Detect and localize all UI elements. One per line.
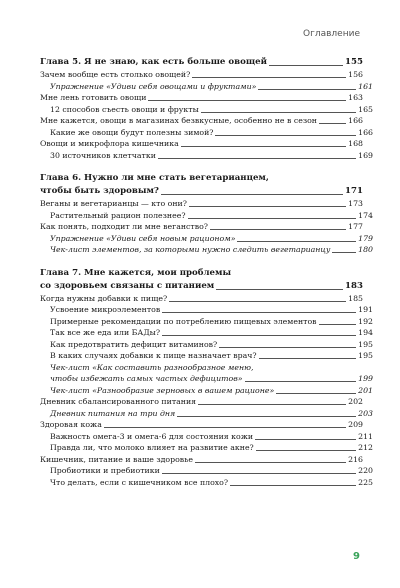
- toc-entry[interactable]: [40, 419, 363, 431]
- dot-leader: [195, 462, 346, 463]
- dot-leader: [210, 229, 346, 230]
- dot-leader: [104, 427, 346, 428]
- toc-entry-title: Дневник сбалансированного питания: [40, 397, 197, 406]
- toc-entry-title: Здоровая кожа: [40, 420, 102, 429]
- toc-page-number: 212: [358, 443, 373, 452]
- toc-page-number: 199: [358, 374, 373, 383]
- section-gap: [40, 256, 363, 267]
- toc-page-number: 163: [348, 93, 363, 102]
- dot-leader: [258, 89, 356, 90]
- dot-leader: [177, 416, 356, 417]
- toc-exercise-entry[interactable]: [40, 408, 373, 420]
- toc-page-number: 202: [348, 397, 363, 406]
- toc-page-number: 225: [358, 477, 373, 487]
- toc-chapter-heading[interactable]: [40, 172, 363, 185]
- toc-exercise-entry[interactable]: [40, 362, 373, 374]
- toc-entry-title: Овощи и микрофлора кишечника: [40, 139, 179, 148]
- toc-entry-title: Важность омега-3 и омега-6 для состояния кожи: [50, 431, 254, 441]
- toc-entry-title: Как предотвратить дефицит витаминов?: [50, 339, 218, 349]
- dot-leader: [148, 100, 346, 101]
- toc-entry-title: чтобы избежать самых частых дефицитов»: [50, 374, 243, 383]
- toc-entry[interactable]: [40, 396, 363, 408]
- toc-subentry[interactable]: [40, 442, 373, 454]
- toc-entry[interactable]: [40, 92, 363, 104]
- table-of-contents: [40, 56, 373, 488]
- toc-entry-title: Пробиотики и пребиотики: [50, 466, 160, 475]
- toc-entry-title: Веганы и вегетарианцы — кто они?: [40, 199, 187, 208]
- dot-leader: [219, 347, 356, 348]
- toc-entry-title: со здоровьем связаны с питанием: [40, 280, 215, 291]
- dot-leader: [259, 358, 357, 359]
- toc-chapter-heading[interactable]: [40, 267, 363, 280]
- dot-leader: [230, 485, 356, 486]
- toc-entry[interactable]: [40, 293, 363, 305]
- toc-entry-title: Усвоение микроэлементов: [50, 305, 161, 314]
- toc-entry-title: Так все же еда или БАДы?: [50, 328, 161, 337]
- toc-subentry[interactable]: [40, 150, 373, 162]
- toc-entry-title: Мне кажется, овощи в магазинах безвкусные, особенно не в сезон: [40, 116, 317, 125]
- toc-entry[interactable]: [40, 69, 363, 81]
- toc-entry-title: Упражнение «Удиви себя новым рационом»: [50, 233, 236, 243]
- toc-entry[interactable]: [40, 198, 363, 210]
- dot-leader: [158, 158, 356, 159]
- toc-page-number: 166: [348, 116, 363, 125]
- toc-entry[interactable]: [40, 115, 363, 127]
- dot-leader: [189, 206, 346, 207]
- dot-leader: [192, 77, 346, 78]
- dot-leader: [245, 381, 357, 382]
- toc-subentry[interactable]: [40, 431, 373, 443]
- toc-entry-title: Что делать, если с кишечником все плохо?: [50, 477, 229, 487]
- toc-page-number: 194: [358, 328, 373, 337]
- toc-entry-title: Какие же овощи будут полезны зимой?: [50, 127, 214, 137]
- toc-page-number: 195: [358, 339, 373, 349]
- toc-page-number: 156: [348, 70, 363, 79]
- toc-exercise-entry[interactable]: [40, 244, 373, 256]
- dot-leader: [276, 393, 356, 394]
- toc-page-number: 220: [358, 466, 373, 475]
- toc-subentry[interactable]: [40, 304, 373, 316]
- toc-exercise-entry[interactable]: [40, 233, 373, 245]
- toc-page-number: 211: [358, 431, 373, 441]
- toc-entry-title: Глава 6. Нужно ли мне стать вегетарианцем,: [40, 173, 269, 183]
- toc-page-number: 203: [358, 408, 373, 418]
- toc-page-number: 173: [348, 199, 363, 208]
- running-header: Оглавление: [303, 29, 360, 39]
- dot-leader: [319, 324, 357, 325]
- toc-entry-title: чтобы быть здоровым?: [40, 186, 159, 196]
- dot-leader: [181, 146, 346, 147]
- toc-page-number: 201: [358, 385, 373, 395]
- dot-leader: [198, 404, 346, 405]
- toc-entry[interactable]: [40, 138, 363, 150]
- toc-subentry[interactable]: [40, 477, 373, 489]
- dot-leader: [216, 289, 343, 290]
- toc-exercise-entry[interactable]: [40, 81, 373, 93]
- toc-entry-title: Чек-лист «Разнообразие зерновых в вашем рационе»: [50, 385, 275, 395]
- toc-chapter-heading[interactable]: [40, 56, 363, 69]
- toc-subentry[interactable]: [40, 104, 373, 116]
- toc-entry-title: Когда нужны добавки к пище?: [40, 293, 168, 303]
- toc-chapter-heading[interactable]: [40, 280, 363, 293]
- toc-entry-title: Упражнение «Удиви себя овощами и фруктами»: [50, 81, 257, 91]
- section-gap: [40, 161, 363, 172]
- toc-entry-title: Чек-лист элементов, за которыми нужно следить вегетарианцу: [50, 245, 331, 254]
- dot-leader: [215, 135, 356, 136]
- dot-leader: [161, 194, 343, 195]
- dot-leader: [256, 450, 356, 451]
- page-number: 9: [353, 551, 360, 562]
- toc-page-number: 174: [358, 210, 373, 220]
- toc-entry[interactable]: [40, 454, 363, 466]
- dot-leader: [255, 439, 356, 440]
- toc-entry-title: Растительный рацион полезнее?: [50, 210, 186, 220]
- toc-chapter-heading[interactable]: [40, 185, 363, 198]
- dot-leader: [162, 312, 356, 313]
- toc-entry-title: Кишечник, питание и ваше здоровье: [40, 454, 194, 464]
- toc-page-number: 185: [348, 293, 363, 303]
- toc-entry-title: Глава 7. Мне кажется, мои проблемы: [40, 267, 232, 278]
- toc-entry-title: Зачем вообще есть столько овощей?: [40, 70, 191, 79]
- toc-page-number: 183: [345, 280, 363, 291]
- toc-page-number: 161: [358, 81, 373, 91]
- toc-entry-title: Правда ли, что молоко влияет на развитие акне?: [50, 443, 254, 452]
- toc-subentry[interactable]: [40, 316, 373, 328]
- toc-entry-title: Дневник питания на три дня: [50, 408, 176, 418]
- toc-entry-title: 30 источников клетчатки: [50, 150, 156, 160]
- toc-entry-title: Глава 5. Я не знаю, как есть больше овощей: [40, 57, 267, 67]
- toc-page-number: 191: [358, 305, 373, 314]
- toc-exercise-entry[interactable]: [40, 373, 373, 385]
- toc-subentry[interactable]: [40, 127, 373, 139]
- toc-page-number: 166: [358, 127, 373, 137]
- toc-subentry[interactable]: [40, 210, 373, 222]
- dot-leader: [162, 335, 356, 336]
- dot-leader: [188, 218, 357, 219]
- toc-page-number: 209: [348, 420, 363, 429]
- toc-entry-title: 12 способов съесть овощи и фрукты: [50, 104, 199, 114]
- toc-page-number: 155: [345, 57, 363, 67]
- dot-leader: [332, 252, 356, 253]
- toc-entry[interactable]: [40, 221, 363, 233]
- toc-entry-title: Мне лень готовить овощи: [40, 93, 147, 102]
- toc-page-number: 165: [358, 104, 373, 114]
- dot-leader: [162, 473, 356, 474]
- dot-leader: [169, 301, 346, 302]
- dot-leader: [201, 112, 356, 113]
- toc-page-number: 171: [345, 186, 363, 196]
- toc-page-number: 177: [348, 222, 363, 231]
- toc-page-number: 169: [358, 150, 373, 160]
- toc-page-number: 195: [358, 351, 373, 360]
- toc-entry-title: Чек-лист «Как составить разнообразное меню,: [50, 362, 254, 372]
- dot-leader: [269, 65, 343, 66]
- toc-subentry[interactable]: [40, 465, 373, 477]
- toc-page-number: 180: [358, 245, 373, 254]
- toc-entry-title: Как понять, подходит ли мне веганство?: [40, 222, 208, 231]
- toc-page-number: 168: [348, 139, 363, 148]
- toc-page-number: 216: [348, 454, 363, 464]
- dot-leader: [237, 241, 356, 242]
- dot-leader: [319, 123, 346, 124]
- toc-page-number: 179: [358, 233, 373, 243]
- toc-page-number: 192: [358, 316, 373, 326]
- toc-exercise-entry[interactable]: [40, 385, 373, 397]
- toc-entry-title: В каких случаях добавки к пище назначает врач?: [50, 351, 257, 360]
- toc-subentry[interactable]: [40, 350, 373, 362]
- toc-subentry[interactable]: [40, 327, 373, 339]
- toc-entry-title: Примерные рекомендации по потреблению пищевых элементов: [50, 316, 317, 326]
- toc-subentry[interactable]: [40, 339, 373, 351]
